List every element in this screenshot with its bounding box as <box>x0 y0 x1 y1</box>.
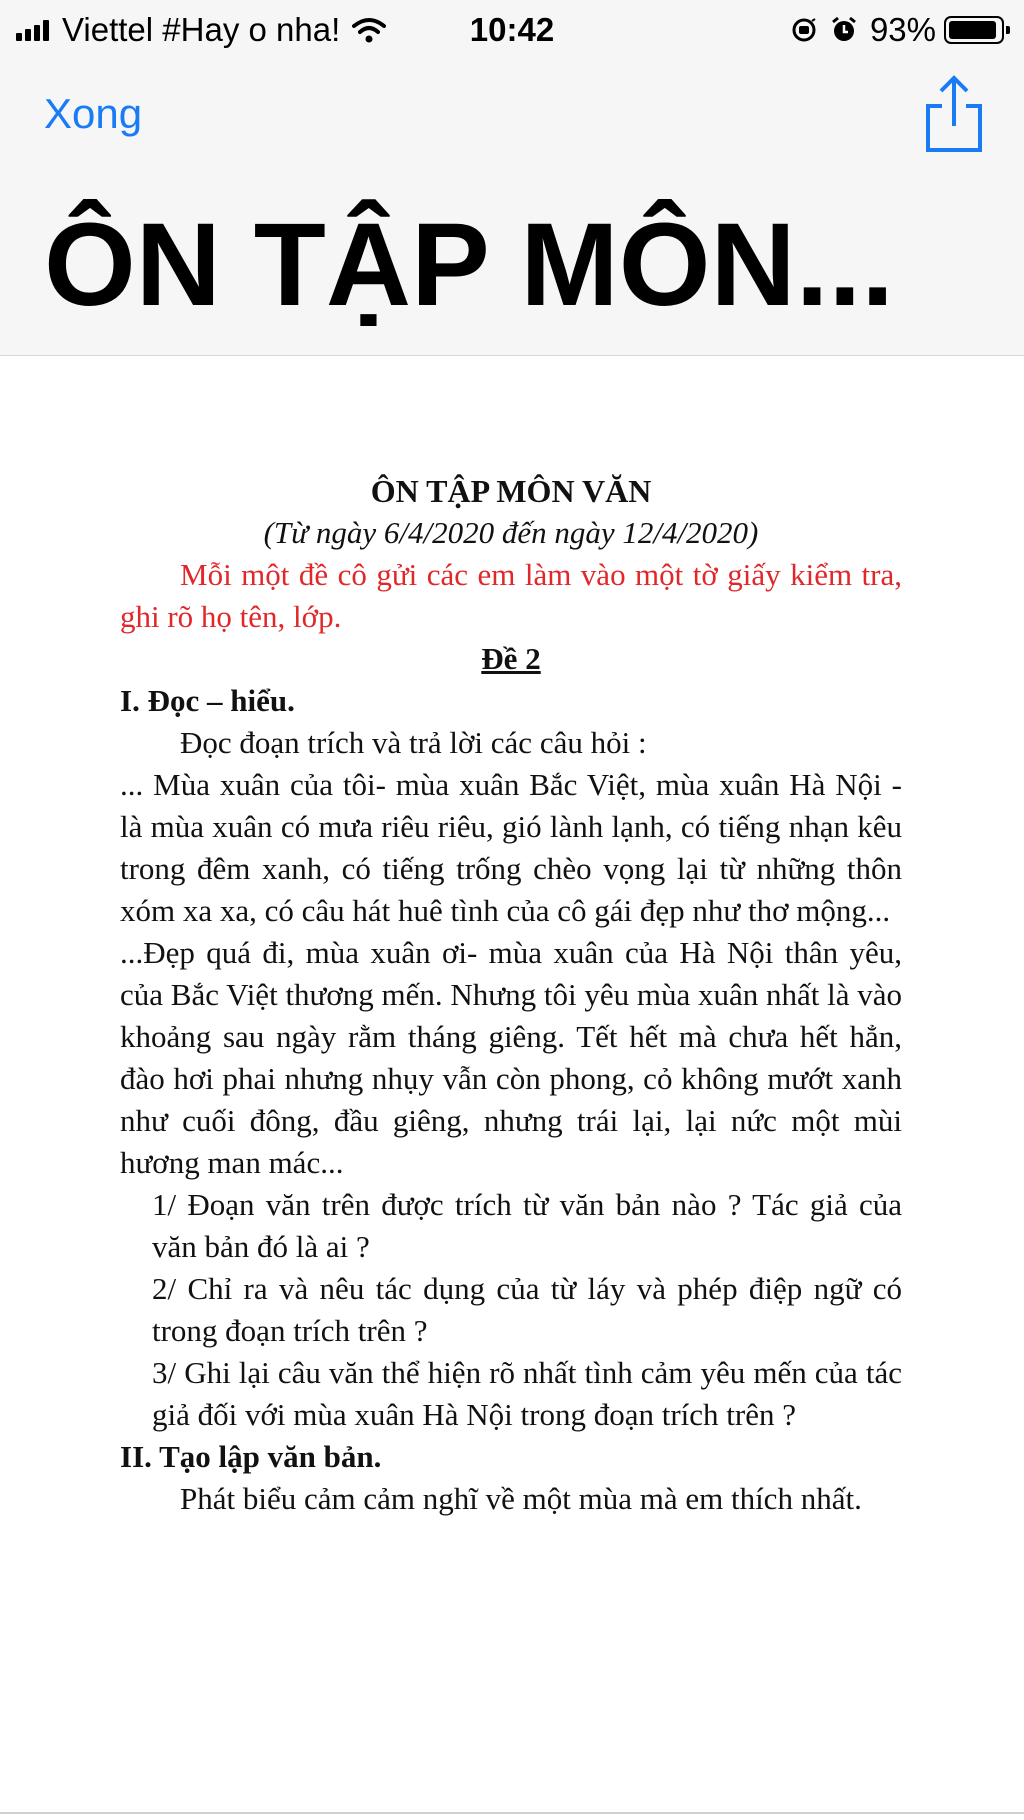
status-right-group <box>790 8 1004 52</box>
alarm-icon <box>830 16 858 44</box>
navigation-bar <box>0 60 1024 356</box>
battery-icon <box>944 16 1004 44</box>
status-time: 10:42 <box>469 11 555 48</box>
exam-label: Đề 2 <box>481 641 541 676</box>
instruction-text: Mỗi một đề cô gửi các em làm vào một tờ giấy kiểm tra, ghi rõ họ tên, lớp. <box>120 557 902 634</box>
section-task: Phát biểu cảm cảm nghĩ về một mùa mà em thích nhất. <box>180 1481 862 1516</box>
document-title: ÔN TẬP MÔN VĂN <box>370 473 652 509</box>
question-item: 3/ Ghi lại câu văn thể hiện rõ nhất tình cảm yêu mến của tác giả đối với mùa xuân Hà Nội trong đoạn trích trên ? <box>152 1355 902 1432</box>
document-page <box>120 470 902 1520</box>
status-bar <box>0 0 1024 60</box>
passage-paragraph: ... Mùa xuân của tôi- mùa xuân Bắc Việt, mùa xuân Hà Nội - là mùa xuân có mưa riêu riêu, gió lành lạnh, có tiếng nhạn kêu trong đêm xanh, có tiếng trống chèo vọng lại từ những thôn xóm xa xa, có câu hát huê tình của cô gái đẹp như thơ mộng... <box>120 767 902 928</box>
section-intro: Đọc đoạn trích và trả lời các câu hỏi : <box>180 725 647 760</box>
orientation-lock-icon <box>790 16 818 44</box>
done-button[interactable]: Xong <box>44 90 143 137</box>
question-item: 2/ Chỉ ra và nêu tác dụng của từ láy và phép điệp ngữ có trong đoạn trích trên ? <box>152 1271 902 1348</box>
share-icon[interactable] <box>922 74 986 154</box>
question-item: 1/ Đoạn văn trên được trích từ văn bản nào ? Tác giả của văn bản đó là ai ? <box>152 1187 902 1264</box>
section-heading: II. Tạo lập văn bản. <box>120 1439 382 1474</box>
passage-paragraph: ...Đẹp quá đi, mùa xuân ơi- mùa xuân của Hà Nội thân yêu, của Bắc Việt thương mến. Nhưng tôi yêu mùa xuân nhất là vào khoảng sau ngày rằm tháng giêng. Tết hết mà chưa hết hẳn, đào hơi phai nhưng nhụy vẫn còn phong, cỏ không mướt xanh như cuối đông, đầu giêng, nhưng trái lại, lại nức một mùi hương man mác... <box>120 935 902 1180</box>
battery-percent: 93% <box>869 11 936 48</box>
document-date-range: (Từ ngày 6/4/2020 đến ngày 12/4/2020) <box>263 515 759 550</box>
carrier-name: Viettel #Hay o nha! <box>62 11 341 48</box>
page-title: ÔN TẬP MÔN... <box>44 199 895 331</box>
section-heading: I. Đọc – hiểu. <box>120 683 295 718</box>
page-divider <box>0 1812 1024 1814</box>
